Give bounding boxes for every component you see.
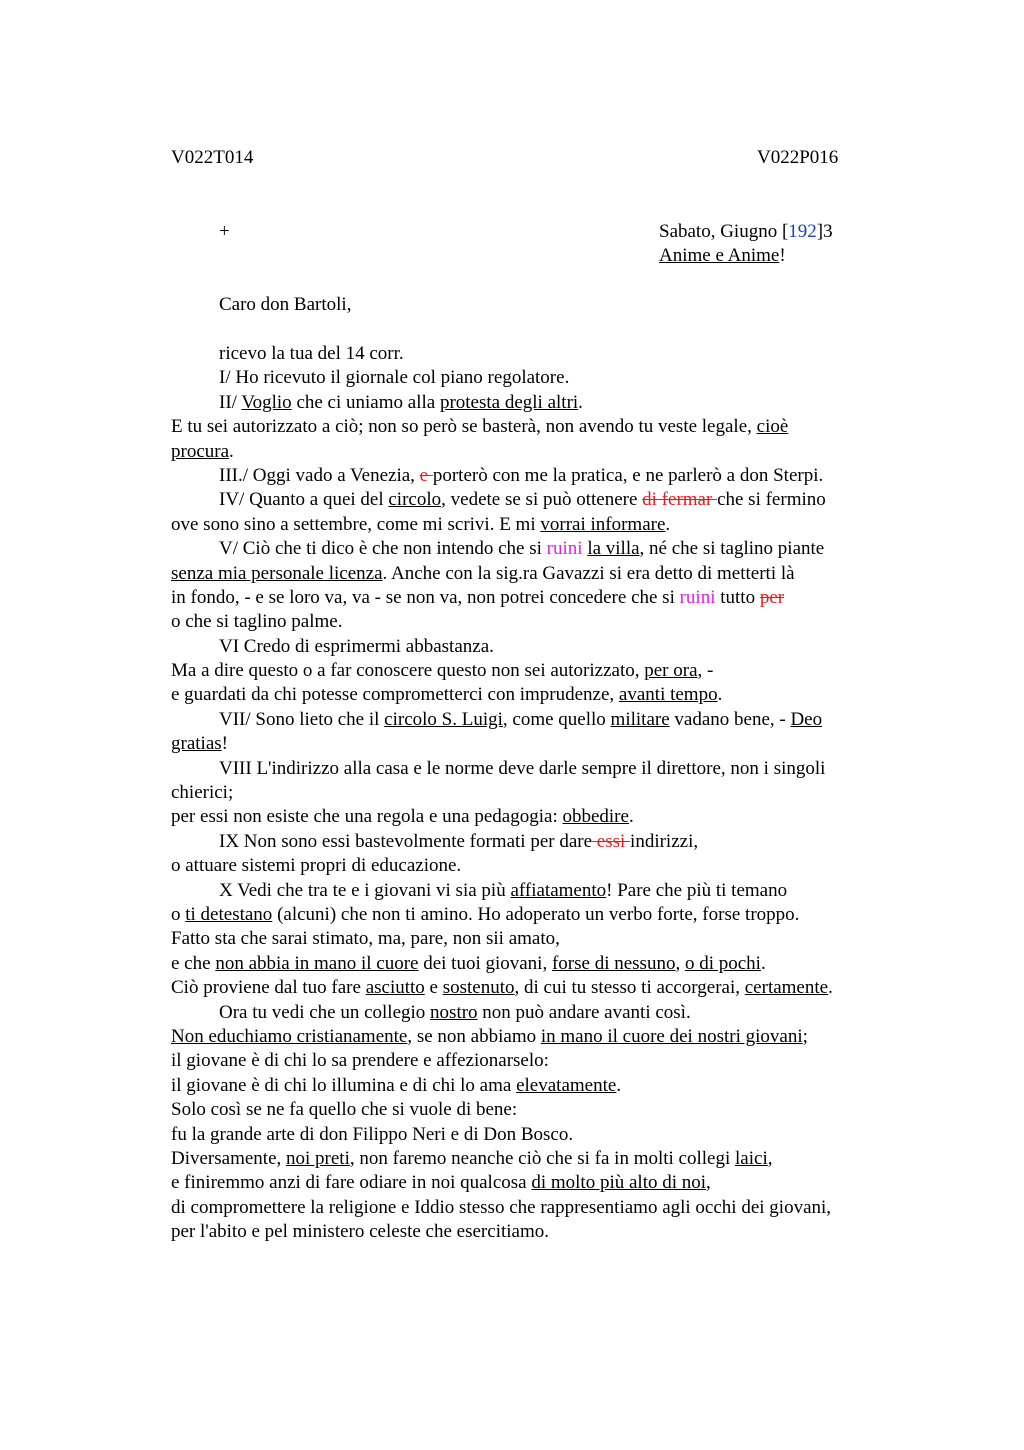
body-line: senza mia personale licenza. Anche con la sig.ra Gavazzi si era detto di metterti là [171, 562, 795, 584]
highlighted-word: ruini [679, 586, 716, 608]
body-line: Non educhiamo cristianamente, se non abbiamo in mano il cuore dei nostri giovani; [171, 1025, 808, 1047]
body-line: IV/ Quanto a quei del circolo, vedete se si può ottenere di fermar che si fermino [219, 489, 826, 511]
highlighted-word: ruini [546, 538, 583, 560]
letter-body [171, 342, 931, 1244]
deleted-text: e [419, 464, 433, 486]
body-line: o ti detestano (alcuni) che non ti amino. Ho adoperato un verbo forte, forse troppo. [171, 903, 800, 925]
date-block [659, 220, 833, 269]
body-line: Fatto sta che sarai stimato, ma, pare, non sii amato, [171, 928, 560, 950]
body-line: V/ Ciò che ti dico è che non intendo che si ruini la villa, né che si taglino piante [219, 538, 825, 560]
body-line: fu la grande arte di don Filippo Neri e di Don Bosco. [171, 1123, 574, 1145]
body-line: il giovane è di chi lo sa prendere e affezionarselo: [171, 1050, 549, 1072]
body-line: per l'abito e pel ministero celeste che esercitiamo. [171, 1221, 549, 1243]
body-line: X Vedi che tra te e i giovani vi sia più affiatamento! Pare che più ti temano [219, 879, 788, 901]
body-line: E tu sei autorizzato a ciò; non so però se basterà, non avendo tu veste legale, cioè [171, 416, 789, 438]
body-line: ove sono sino a settembre, come mi scrivi. E mi vorrai informare. [171, 513, 671, 535]
body-line: I/ Ho ricevuto il giornale col piano regolatore. [219, 367, 570, 389]
body-line: per essi non esiste che una regola e una pedagogia: obbedire. [171, 806, 634, 828]
body-line: in fondo, - e se loro va, va - se non va, non potrei concedere che si ruini tutto per [171, 586, 785, 608]
deleted-text: essi [592, 830, 631, 852]
editorial-year: 192 [788, 221, 817, 242]
body-line: Ciò proviene dal tuo fare asciutto e sostenuto, di cui tu stesso ti accorgerai, certamente. [171, 977, 833, 999]
body-line: o che si taglino palme. [171, 611, 343, 633]
date-line: Sabato, Giugno [192]3 [659, 221, 833, 242]
body-line: procura. [171, 440, 234, 462]
body-line: II/ Voglio che ci uniamo alla protesta degli altri. [219, 391, 583, 413]
body-line: di compromettere la religione e Iddio stesso che rappresentiamo agli occhi dei giovani, [171, 1196, 832, 1218]
body-line: IX Non sono essi bastevolmente formati per dare essi indirizzi, [219, 830, 699, 852]
body-line: ricevo la tua del 14 corr. [219, 343, 404, 364]
body-line: Solo così se ne fa quello che si vuole di bene: [171, 1099, 518, 1121]
cross-symbol: + [219, 221, 230, 242]
salutation: Caro don Bartoli, [219, 294, 352, 315]
body-line: e finiremmo anzi di fare odiare in noi qualcosa di molto più alto di noi, [171, 1172, 711, 1194]
body-line: VI Credo di esprimermi abbastanza. [219, 635, 494, 657]
body-line: III./ Oggi vado a Venezia, e porterò con me la pratica, e ne parlerò a don Sterpi. [219, 464, 824, 486]
body-line: e che non abbia in mano il cuore dei tuoi giovani, forse di nessuno, o di pochi. [171, 952, 766, 974]
document-code-right: V022P016 [757, 147, 839, 168]
body-line: o attuare sistemi propri di educazione. [171, 855, 462, 877]
document-code-left: V022T014 [171, 147, 254, 168]
deleted-text: di fermar [642, 489, 718, 511]
body-line: chierici; [171, 782, 234, 804]
deleted-text: per [759, 586, 785, 608]
body-line: il giovane è di chi lo illumina e di chi lo ama elevatamente. [171, 1074, 622, 1096]
body-line: Ma a dire questo o a far conoscere questo non sei autorizzato, per ora, - [171, 660, 714, 682]
body-line: gratias! [171, 733, 228, 755]
body-line: e guardati da chi potesse comprometterci con imprudenze, avanti tempo. [171, 684, 723, 706]
body-line: Ora tu vedi che un collegio nostro non può andare avanti così. [219, 1001, 691, 1023]
body-line: VII/ Sono lieto che il circolo S. Luigi, come quello militare vadano bene, - Deo [219, 708, 823, 730]
body-line: VIII L'indirizzo alla casa e le norme deve darle sempre il direttore, non i singoli [219, 757, 826, 779]
motto-line: Anime e Anime! [659, 245, 786, 267]
body-line: Diversamente, noi preti, non faremo neanche ciò che si fa in molti collegi laici, [171, 1147, 773, 1169]
